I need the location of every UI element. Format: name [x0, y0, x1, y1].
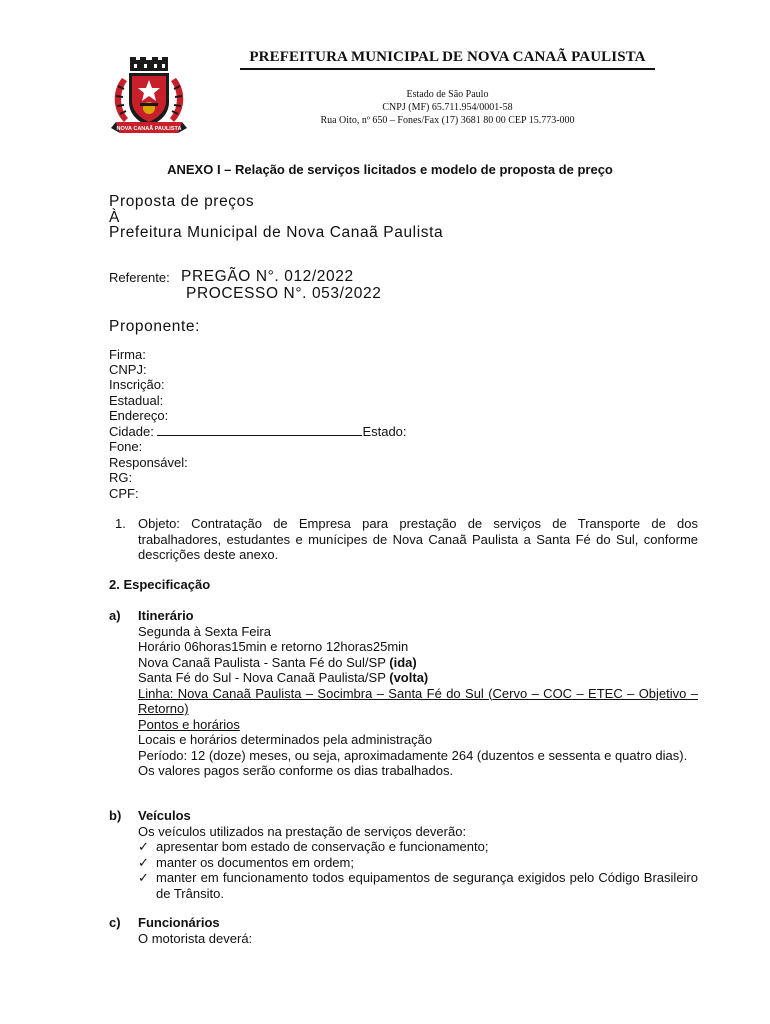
municipal-crest-icon [108, 56, 190, 138]
reference-processo: PROCESSO N°. 053/2022 [186, 285, 382, 302]
veiculos-item-text: apresentar bom estado de conservação e funcionamento; [156, 839, 489, 854]
field-endereco: Endereço: [109, 408, 169, 423]
ida-text: Nova Canaã Paulista - Santa Fé do Sul/SP [138, 654, 390, 670]
itinerario-horario: Horário 06horas15min e retorno 12horas25min [138, 639, 409, 654]
funcionarios-title: Funcionários [138, 915, 220, 930]
checkmark-icon: ✓ [138, 854, 149, 870]
proposal-line-3: Prefeitura Municipal de Nova Canaã Paulista [109, 224, 444, 241]
itinerario-valores: Os valores pagos serão conforme os dias trabalhados. [138, 763, 454, 778]
itinerario-periodo: Período: 12 (doze) meses, ou seja, aproximadamente 264 (duzentos e sessenta e quatro dias). [138, 747, 688, 763]
veiculos-item [138, 855, 698, 871]
field-responsavel: Responsável: [109, 455, 188, 470]
field-cpf: CPF: [109, 486, 139, 501]
field-cidade: Cidade: [109, 424, 154, 439]
veiculos-block [138, 808, 698, 901]
objeto-text: Objeto: Contratação de Empresa para prestação de serviços de Transporte de dos trabalhadores, estudantes e munícipes de Nova Canaã Paulista a Santa Fé do Sul, conforme descrições deste anexo. [138, 516, 698, 562]
volta-text: Santa Fé do Sul - Nova Canaã Paulista/SP [138, 670, 390, 685]
proponente-heading: Proponente: [109, 318, 201, 335]
veiculos-item-text: manter os documentos em ordem; [156, 854, 354, 870]
veiculos-item [138, 870, 698, 901]
funcionarios-intro: O motorista deverá: [138, 930, 253, 946]
itinerario-ida [138, 655, 698, 671]
annex-title: ANEXO I – Relação de serviços licitados e modelo de proposta de preço [167, 162, 613, 177]
checkmark-icon: ✓ [138, 870, 149, 885]
proposal-line-1: Proposta de preços [109, 193, 255, 210]
field-cnpj: CNPJ: [109, 362, 147, 377]
reference-label: Referente: [109, 270, 170, 285]
funcionarios-block [138, 915, 698, 946]
field-rg: RG: [109, 470, 133, 485]
especificacao-heading: 2. Especificação [109, 577, 211, 592]
header-rule [240, 68, 655, 70]
itinerario-volta [138, 670, 698, 686]
veiculos-item-text: manter em funcionamento todos equipamentos de segurança exigidos pelo Código Brasileiro de Trânsito. [156, 870, 698, 901]
field-fone: Fone: [109, 439, 143, 454]
field-inscricao: Inscrição: [109, 377, 165, 392]
volta-tag: (volta) [389, 670, 429, 685]
itinerario-linha: Linha: Nova Canaã Paulista – Socimbra – Santa Fé do Sul (Cervo – COC – ETEC – Objetivo – Retorno) [138, 685, 698, 716]
itinerario-days: Segunda à Sexta Feira [138, 623, 271, 639]
itinerario-marker: a) [109, 608, 121, 623]
veiculos-item [138, 839, 698, 855]
itinerario-title: Itinerário [138, 608, 194, 623]
funcionarios-marker: c) [109, 915, 121, 930]
itinerario-block [138, 608, 698, 779]
header-address: Rua Oito, nº 650 – Fones/Fax (17) 3681 80 00 CEP 15.773-000 [320, 115, 575, 126]
veiculos-intro: Os veículos utilizados na prestação de serviços deverão: [138, 823, 467, 839]
ida-tag: (ida) [389, 654, 417, 670]
cidade-blank-line [157, 424, 362, 436]
field-estadual: Estadual: [109, 393, 164, 408]
veiculos-title: Veículos [138, 808, 191, 823]
field-cidade-row [109, 424, 407, 440]
itinerario-pontos: Pontos e horários [138, 716, 240, 732]
reference-pregao: PREGÃO N°. 012/2022 [181, 268, 354, 285]
veiculos-marker: b) [109, 808, 122, 823]
objeto-number: 1. [115, 516, 126, 531]
itinerario-locais: Locais e horários determinados pela administração [138, 732, 433, 747]
municipality-title: PREFEITURA MUNICIPAL DE NOVA CANAÃ PAULISTA [249, 49, 646, 65]
field-firma: Firma: [109, 347, 146, 362]
proposal-line-2: À [109, 209, 120, 226]
checkmark-icon: ✓ [138, 839, 149, 854]
header-state: Estado de São Paulo [406, 89, 489, 100]
header-cnpj: CNPJ (MF) 65.711.954/0001-58 [382, 102, 513, 113]
crest-banner-text: NOVA CANAÃ PAULISTA [116, 126, 182, 132]
field-estado: Estado: [362, 424, 407, 439]
